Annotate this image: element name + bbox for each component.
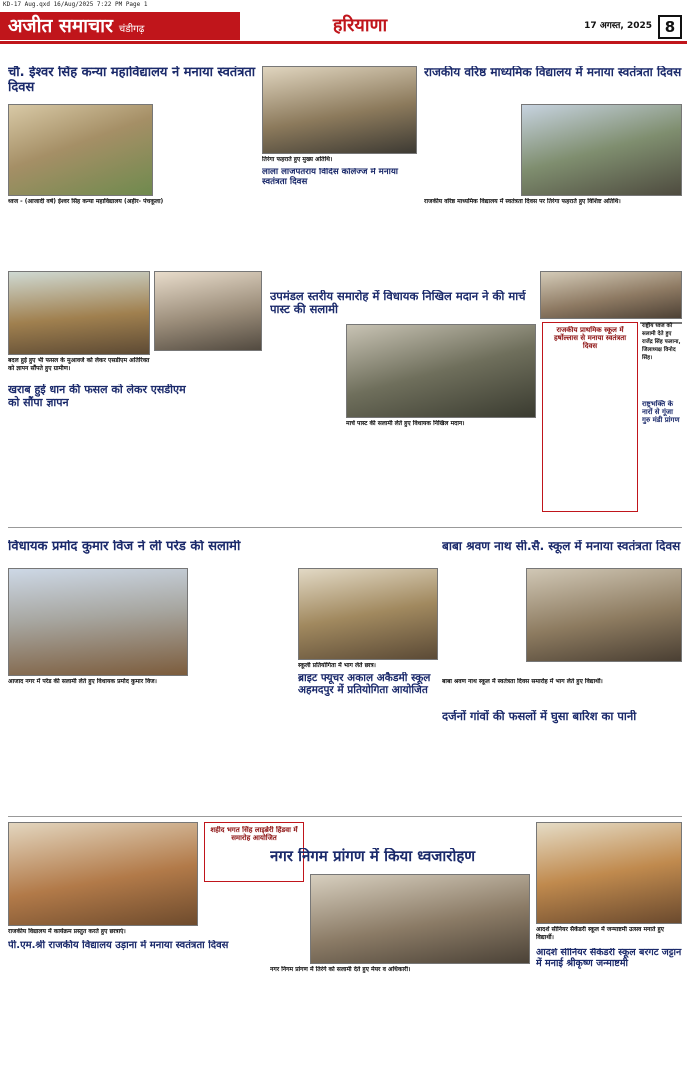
body-s1b — [157, 104, 256, 196]
issue-date: 17 अगस्त, 2025 — [584, 21, 652, 31]
caption-s9: आजाद नगर में परेड की सलामी लेते हुए विधायक प्रमोद कुमार विज। — [8, 678, 157, 685]
headline-s1: चौ. ईश्वर सिंह कन्या महाविद्यालय ने मनाया स्वतंत्रता दिवस — [8, 66, 256, 95]
headline-s2: लाला लाजपतराय विदिस कॉलेज्ज में मनाया स्वतंत्रता दिवस — [262, 168, 399, 187]
body-s5b — [270, 436, 536, 524]
headline-s16: आदर्श सीनियर सैकेंडरी स्कूल बरगट जट्टान में मनाई श्रीकृष्ण जन्माष्टमी — [536, 948, 682, 969]
headline-s12: दर्जनों गांवों की फसलों में घुसा बारिश का पानी — [442, 710, 637, 723]
headline-s7: राजकीय प्राथमिक स्कूल में हर्षोल्लास से मनाया स्वतंत्रता दिवस — [553, 326, 627, 351]
caption-s4: बदल हुई हुए भी फसल के मुआवजे को लेकर एसडीएम अतिरिक्त को ज्ञापन सौंपते हुए ग्रामीण। — [8, 357, 150, 372]
photo-s13 — [8, 822, 198, 926]
headline-s3: राजकीय वरिष्ठ माध्यमिक विद्यालय में मनाया स्वतंत्रता दिवस — [424, 66, 682, 79]
photo-s5b — [346, 324, 536, 418]
headline-s11: बाबा श्रवण नाथ सी.सै. स्कूल में मनाया स्वतंत्रता दिवस — [442, 540, 681, 553]
headline-s14: शहीद भगत सिंह लाइब्रेरी हिंडवा में समारोह आयोजित — [210, 826, 298, 843]
body-s2 — [262, 194, 417, 268]
headline-s6: खराब हुई धान की फसल को लेकर एसडीएम को सौंपा ज्ञापन — [8, 384, 186, 409]
headline-s13: पी.एम.श्री राजकीय विद्यालय उड़ाना में मनाया स्वतंत्रता दिवस — [8, 940, 229, 951]
photo-s10 — [298, 568, 438, 660]
body-s5a — [270, 324, 342, 436]
headline-s15: नगर निगम प्रांगण में किया ध्वजारोहण — [270, 848, 476, 865]
section-title: हरियाणा — [332, 15, 388, 36]
page-number: 8 — [658, 15, 682, 39]
row-divider — [8, 527, 682, 528]
body-s1 — [8, 208, 256, 268]
body-s7 — [546, 358, 634, 508]
caption-s16: आदर्श सीनियर सैकेंडरी स्कूल में जन्माष्टमी उत्सव मनाते हुए विद्यार्थी। — [536, 926, 664, 941]
caption-s5: मार्च पास्ट की सलामी लेते हुए विधायक निखिल मदान। — [346, 420, 465, 427]
body-s16 — [536, 986, 682, 1084]
body-s13 — [8, 966, 258, 1084]
caption-s1: ध्वज - (आजादी वर्ष) ईश्वर सिंह कन्या महाविद्यालय (अहीर- पंचकूला) — [8, 198, 164, 205]
print-stamp: KD-17 Aug.qxd 16/Aug/2025 7:22 PM Page 1 — [3, 1, 148, 8]
paper-city: चंडीगढ़ — [118, 24, 145, 35]
body-s3a — [424, 104, 518, 196]
caption-s15: नगर निगम प्रांगण में तिरंगे को सलामी देते हुए मेयर व अधिकारी। — [270, 966, 411, 973]
paper-name: अजीत समाचार — [8, 15, 113, 37]
headline-s5: उपमंडल स्तरीय समारोह में विधायक निखिल मदान ने की मार्च पास्ट की सलामी — [270, 290, 526, 317]
body-s11a — [442, 568, 522, 676]
headline-s9: विधायक प्रमोद कुमार विज ने ली परेड की सलामी — [8, 540, 241, 554]
photo-s5a — [154, 271, 262, 351]
photo-s3 — [521, 104, 682, 196]
body-s15 — [270, 978, 530, 1084]
caption-s3: राजकीय वरिष्ठ माध्यमिक विद्यालय में स्वतंत्रता दिवस पर तिरंगा फहराते हुए विशिष्ट अतिथि। — [424, 198, 621, 205]
body-s3b — [424, 216, 682, 268]
body-s6 — [8, 414, 198, 524]
headline-s8: राष्ट्रभक्ति के नारों से गूंजा गुरु मंडी प्रांगण — [642, 400, 680, 425]
photo-s1 — [8, 104, 153, 196]
caption-s11: बाबा श्रवण नाथ स्कूल में स्वतंत्रता दिवस समारोह में भाग लेते हुए विद्यार्थी। — [442, 678, 603, 685]
body-s12 — [442, 730, 682, 812]
body-s9b — [8, 690, 293, 810]
paper-name-banner — [0, 12, 240, 40]
headline-s10: ब्राइट फ्यूचर अकाल अकैडमी स्कूल अहमदपुर में प्रतियोगिता आयोजित — [298, 672, 431, 697]
photo-s9 — [8, 568, 188, 676]
body-s9a — [192, 568, 292, 676]
caption-s10: स्कूली प्रतियोगिता में भाग लेते छात्र। — [298, 662, 376, 669]
photo-s4 — [8, 271, 150, 355]
caption-s2: तिरंगा फहराते हुए मुख्य अतिथि। — [262, 156, 333, 163]
caption-s8-side: राष्ट्रीय ध्वज को सलामी देते हुए राजेंद्र सिंह फलाना, जिलाध्यक्ष विनोद सिंह। — [642, 323, 681, 361]
photo-s15 — [310, 874, 530, 964]
photo-s2 — [262, 66, 417, 154]
caption-s13: राजकीय विद्यालय में कार्यक्रम प्रस्तुत करते हुए छात्राएं। — [8, 928, 126, 935]
photo-s8 — [540, 271, 682, 319]
photo-s16 — [536, 822, 682, 924]
body-s10 — [298, 714, 438, 812]
photo-s11 — [526, 568, 682, 662]
row-divider-2 — [8, 816, 682, 817]
